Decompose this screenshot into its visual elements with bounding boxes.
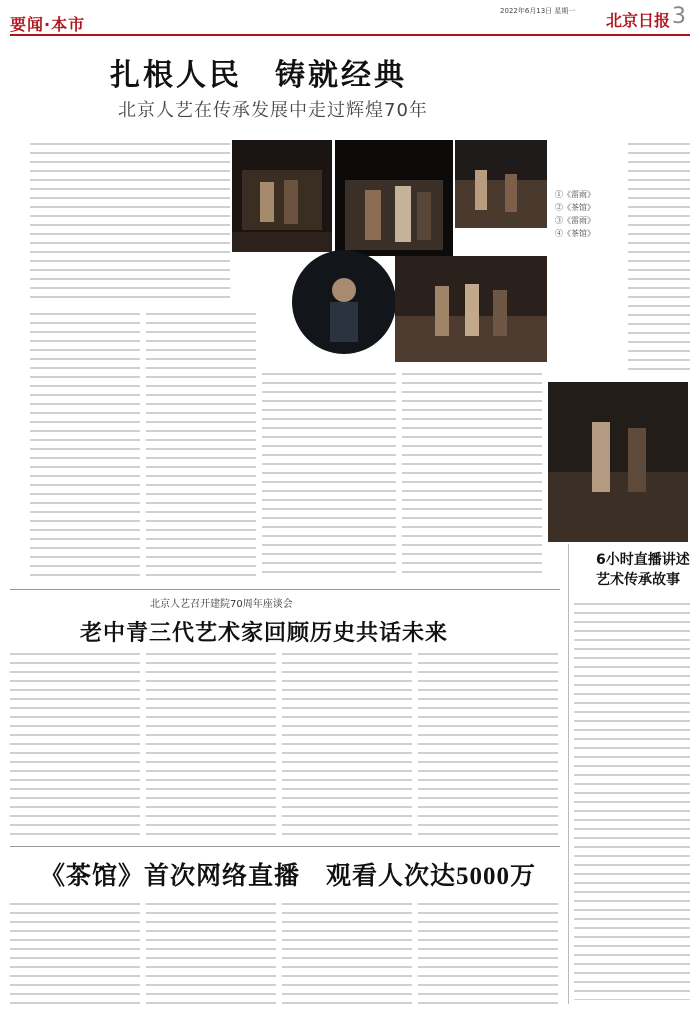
- story2-kicker: 北京人艺召开建院70周年座谈会: [150, 599, 293, 610]
- photo-note-text: [628, 140, 690, 370]
- newspaper-name: 北京日报: [606, 11, 671, 30]
- story2-column-2: [146, 650, 276, 840]
- photo-stage-2: [232, 140, 332, 252]
- story2-headline: 老中青三代艺术家回顾历史共话未来: [80, 621, 449, 646]
- caption: ③《雷雨》: [555, 216, 595, 225]
- story3-headline: 《茶馆》首次网络直播 观看人次达5000万: [40, 863, 537, 890]
- lead-intro-text: [30, 140, 230, 300]
- lead-column-1: [30, 310, 140, 580]
- sidebar-text: [574, 600, 690, 1000]
- photo-captions: [555, 188, 625, 240]
- story3-column-2: [146, 900, 276, 1004]
- story3-column-1: [10, 900, 140, 1004]
- header-meta: 2022年6月13日 星期一: [500, 7, 576, 15]
- caption: ②《茶馆》: [555, 203, 595, 212]
- main-headline: 扎根人民 铸就经典: [110, 58, 407, 93]
- lead-column-4: [402, 370, 542, 580]
- header-rule: [10, 34, 690, 36]
- lead-column-2: [146, 310, 256, 580]
- story2-column-1: [10, 650, 140, 840]
- photo-stage-1: [335, 140, 453, 256]
- photo-stage-6: [548, 382, 688, 542]
- page-number: 3: [672, 4, 686, 29]
- divider: [10, 589, 560, 590]
- photo-stage-4: [292, 250, 396, 354]
- lead-column-3: [262, 370, 396, 580]
- story2-column-3: [282, 650, 412, 840]
- subheadline: 北京人艺在传承发展中走过辉煌70年: [118, 100, 428, 121]
- divider: [10, 846, 560, 847]
- caption: ①《雷雨》: [555, 190, 595, 199]
- story2-column-4: [418, 650, 558, 840]
- story3-column-4: [418, 900, 558, 1004]
- sidebar-headline: 6小时直播讲述艺术传承故事: [596, 552, 690, 588]
- photo-stage-3: [455, 140, 547, 228]
- photo-stage-5: [395, 256, 547, 362]
- section-title: 要闻·本市: [10, 15, 86, 34]
- story3-column-3: [282, 900, 412, 1004]
- caption: ④《茶馆》: [555, 229, 595, 238]
